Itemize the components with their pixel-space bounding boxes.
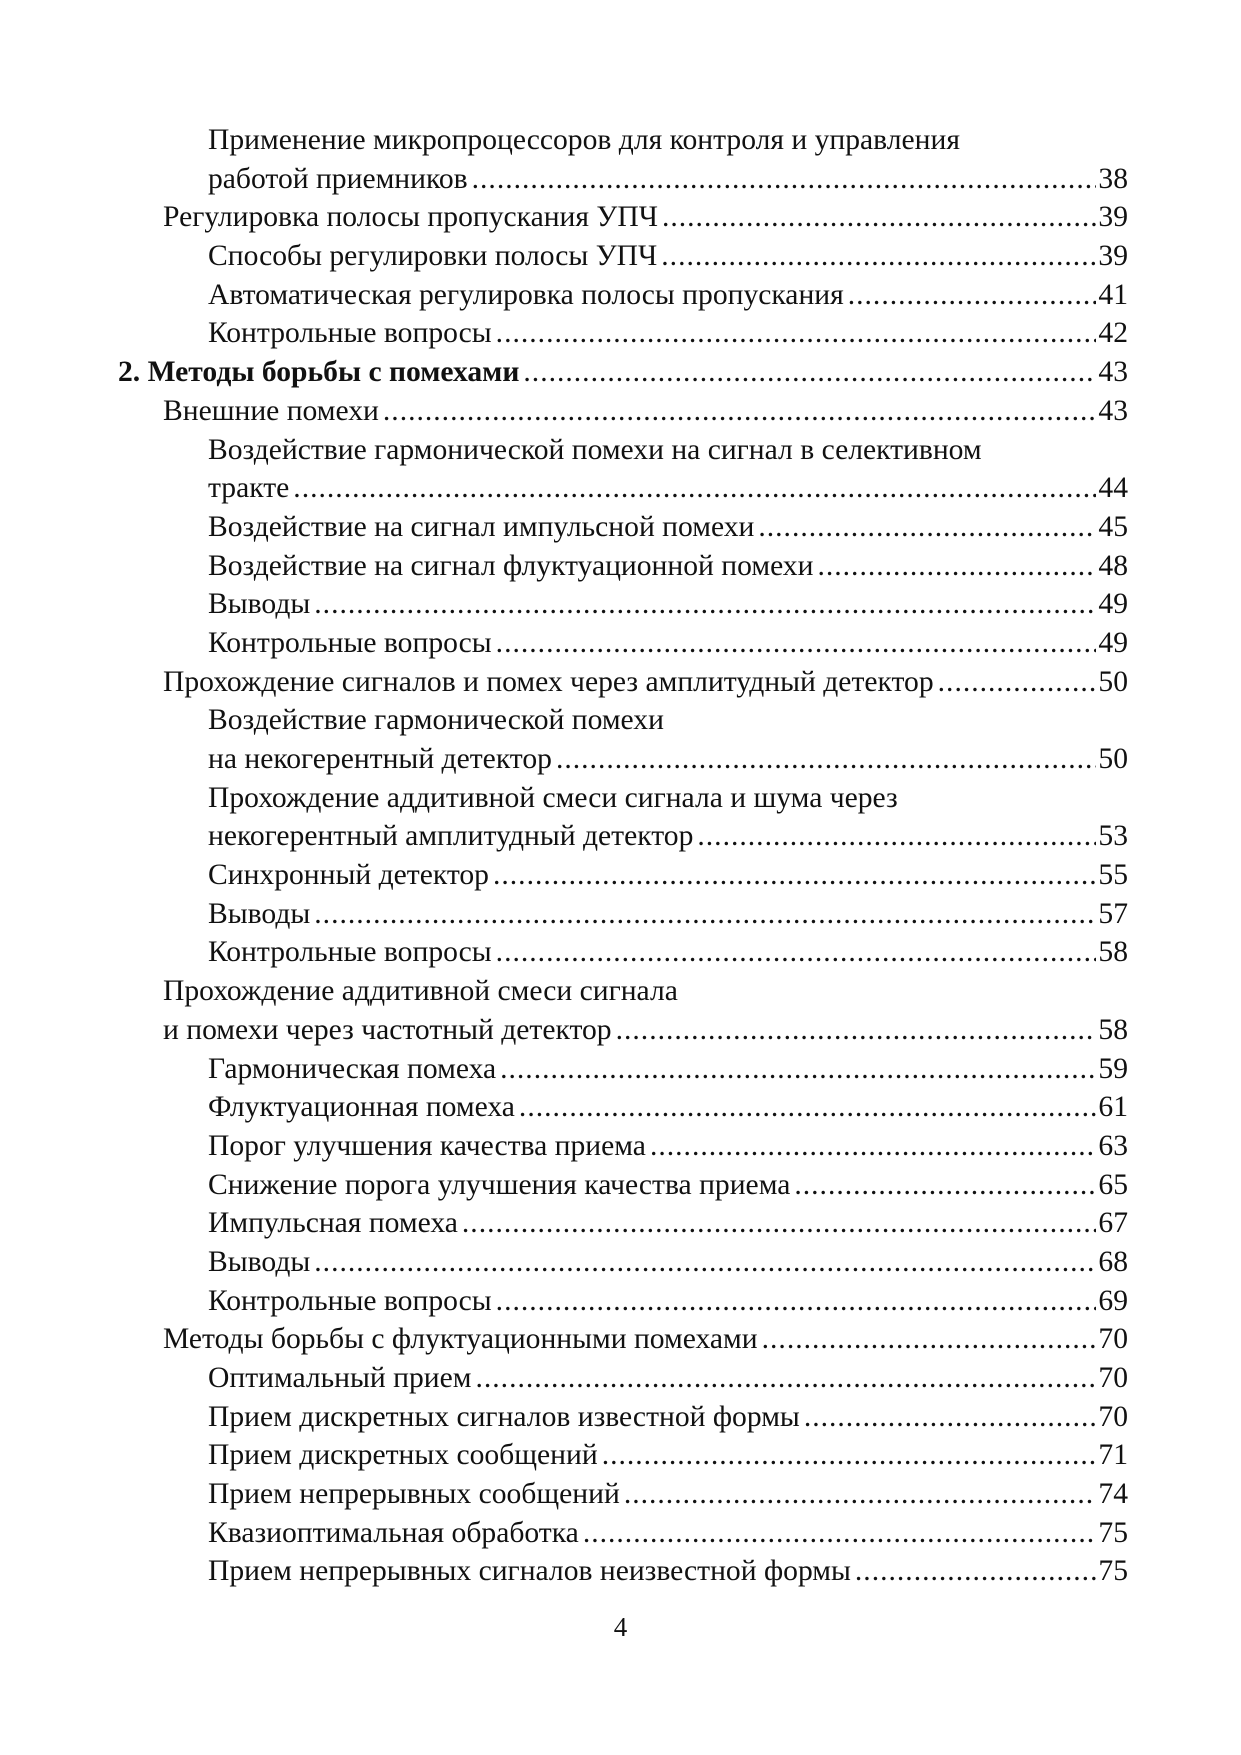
toc-entry-line-continued bbox=[208, 121, 1128, 160]
toc-entry-line bbox=[208, 1166, 1128, 1205]
toc-entry[interactable] bbox=[118, 431, 1128, 508]
toc-entry-title: работой приемников bbox=[208, 162, 468, 195]
toc-entry-title: Прием непрерывных сигналов неизвестной формы bbox=[208, 1555, 851, 1588]
toc-entry-title: Прием непрерывных сообщений bbox=[208, 1478, 620, 1511]
toc-entry-line bbox=[208, 933, 1128, 972]
toc-entry[interactable] bbox=[118, 1088, 1128, 1127]
toc-entry-title: Прохождение аддитивной смеси сигнала и шума через bbox=[208, 781, 898, 814]
toc-entry-line-continued bbox=[163, 972, 1128, 1011]
toc-dot-leader bbox=[314, 1243, 1096, 1282]
toc-entry-line bbox=[208, 1282, 1128, 1321]
toc-entry[interactable] bbox=[118, 237, 1128, 276]
toc-entry[interactable] bbox=[118, 779, 1128, 856]
toc-entry[interactable] bbox=[118, 1359, 1128, 1398]
toc-entry-title: Оптимальный прием bbox=[208, 1362, 472, 1394]
toc-entry-line bbox=[208, 1127, 1128, 1166]
toc-entry-line bbox=[208, 1552, 1128, 1591]
toc-entry-title: Гармоническая помеха bbox=[208, 1052, 497, 1085]
toc-entry-line bbox=[208, 1243, 1128, 1282]
toc-entry-title: Флуктуационная помеха bbox=[208, 1091, 515, 1124]
toc-dot-leader bbox=[472, 160, 1097, 199]
toc-page-number: 53 bbox=[1098, 820, 1128, 853]
toc-page-number: 61 bbox=[1098, 1091, 1128, 1124]
toc-page-number: 75 bbox=[1098, 1555, 1128, 1588]
toc-entry-line bbox=[163, 1320, 1128, 1359]
toc-dot-leader bbox=[662, 198, 1096, 237]
toc-page-number: 67 bbox=[1098, 1207, 1128, 1240]
toc-entry-line bbox=[208, 1436, 1128, 1475]
toc-dot-leader bbox=[314, 585, 1096, 624]
toc-entry-title: Выводы bbox=[208, 897, 311, 930]
toc-entry-line bbox=[208, 1050, 1128, 1089]
toc-dot-leader bbox=[697, 817, 1096, 856]
toc-page-number: 49 bbox=[1098, 588, 1128, 621]
toc-entry-line bbox=[208, 314, 1128, 353]
toc-dot-leader bbox=[462, 1204, 1097, 1243]
toc-entry-title: Контрольные вопросы bbox=[208, 936, 492, 969]
toc-entry-title: Регулировка полосы пропускания УПЧ bbox=[163, 201, 658, 234]
toc-dot-leader bbox=[661, 237, 1096, 276]
toc-entry-title: Внешние помехи bbox=[163, 394, 379, 427]
toc-dot-leader bbox=[855, 1552, 1097, 1591]
toc-page-number: 75 bbox=[1098, 1516, 1128, 1549]
toc-page-number: 48 bbox=[1098, 549, 1128, 582]
toc-dot-leader bbox=[848, 276, 1097, 315]
toc-page-number: 70 bbox=[1098, 1400, 1128, 1433]
toc-page-number: 65 bbox=[1098, 1168, 1128, 1201]
toc-entry-title: Выводы bbox=[208, 1245, 311, 1278]
page-number: 4 bbox=[613, 1612, 628, 1642]
toc-entry[interactable] bbox=[118, 856, 1128, 895]
toc-page-number: 39 bbox=[1098, 240, 1128, 273]
toc-entry[interactable] bbox=[118, 933, 1128, 972]
toc-dot-leader bbox=[624, 1475, 1097, 1514]
toc-entry-title: Снижение порога улучшения качества приема bbox=[208, 1168, 791, 1201]
toc-entry-line bbox=[163, 392, 1128, 431]
toc-page-number: 69 bbox=[1098, 1284, 1128, 1317]
toc-entry-title: Выводы bbox=[208, 588, 311, 621]
toc-dot-leader bbox=[616, 1011, 1097, 1050]
toc-entry-title: тракте bbox=[208, 472, 290, 505]
toc-entry-line-continued bbox=[208, 431, 1128, 470]
toc-entry[interactable] bbox=[118, 198, 1128, 237]
toc-entry-title: Способы регулировки полосы УПЧ bbox=[208, 240, 658, 273]
toc-dot-leader bbox=[794, 1166, 1096, 1205]
toc-page-number: 57 bbox=[1098, 897, 1128, 930]
toc-entry[interactable] bbox=[118, 1243, 1128, 1282]
toc-entry[interactable] bbox=[118, 392, 1128, 431]
toc-page-number: 39 bbox=[1098, 201, 1128, 234]
toc-page-number: 42 bbox=[1098, 317, 1128, 350]
toc-entry-title: Импульсная помеха bbox=[208, 1207, 458, 1240]
toc-page-number: 38 bbox=[1098, 162, 1128, 195]
toc-entry[interactable] bbox=[118, 1204, 1128, 1243]
toc-dot-leader bbox=[519, 1088, 1096, 1127]
table-of-contents bbox=[118, 121, 1128, 1591]
toc-entry-line bbox=[208, 1398, 1128, 1437]
toc-entry-title: Прием дискретных сообщений bbox=[208, 1439, 598, 1472]
toc-dot-leader bbox=[496, 1282, 1097, 1321]
toc-entry-title: Квазиоптимальная обработка bbox=[208, 1516, 579, 1549]
toc-entry-line bbox=[208, 1088, 1128, 1127]
toc-entry-title: Прохождение сигналов и помех через амплитудный детектор bbox=[163, 665, 934, 698]
toc-entry-title: Прохождение аддитивной смеси сигнала bbox=[163, 975, 678, 1008]
toc-entry-line bbox=[208, 237, 1128, 276]
toc-entry[interactable] bbox=[118, 1050, 1128, 1089]
toc-dot-leader bbox=[602, 1436, 1097, 1475]
toc-entry[interactable] bbox=[118, 585, 1128, 624]
toc-page-number: 63 bbox=[1098, 1129, 1128, 1162]
toc-entry-line bbox=[208, 856, 1128, 895]
toc-page-number: 55 bbox=[1098, 859, 1128, 892]
toc-entry-line bbox=[208, 585, 1128, 624]
toc-page-number: 43 bbox=[1098, 394, 1128, 427]
toc-page-number: 49 bbox=[1098, 626, 1128, 659]
toc-dot-leader bbox=[496, 314, 1097, 353]
toc-entry[interactable] bbox=[118, 972, 1128, 1049]
toc-dot-leader bbox=[383, 392, 1097, 431]
toc-entry-line-continued bbox=[208, 779, 1128, 818]
toc-entry-line bbox=[208, 1514, 1128, 1553]
toc-entry-title: Порог улучшения качества приема bbox=[208, 1129, 646, 1162]
toc-entry-title: Воздействие на сигнал флуктуационной помехи bbox=[208, 549, 814, 582]
toc-entry-line bbox=[208, 160, 1128, 199]
toc-entry-line bbox=[163, 198, 1128, 237]
toc-dot-leader bbox=[493, 856, 1096, 895]
toc-entry-line bbox=[208, 1475, 1128, 1514]
toc-entry-title: Воздействие гармонической помехи на сигнал в селективном bbox=[208, 433, 982, 466]
toc-page-number: 70 bbox=[1098, 1362, 1128, 1394]
toc-page-number: 50 bbox=[1098, 743, 1128, 775]
toc-entry[interactable] bbox=[118, 663, 1128, 702]
toc-dot-leader bbox=[475, 1359, 1096, 1398]
toc-page-number: 50 bbox=[1098, 665, 1128, 698]
toc-entry-line bbox=[163, 1011, 1128, 1050]
toc-dot-leader bbox=[293, 469, 1096, 508]
toc-entry-title: и помехи через частотный детектор bbox=[163, 1013, 612, 1046]
toc-entry-line bbox=[208, 624, 1128, 663]
toc-dot-leader bbox=[817, 547, 1096, 586]
toc-entry[interactable] bbox=[118, 1398, 1128, 1437]
toc-entry-line-continued bbox=[208, 701, 1128, 740]
toc-entry-line bbox=[208, 895, 1128, 934]
toc-entry-line bbox=[208, 1204, 1128, 1243]
toc-entry[interactable] bbox=[118, 1127, 1128, 1166]
toc-entry[interactable] bbox=[118, 353, 1128, 392]
toc-page-number: 58 bbox=[1098, 1013, 1128, 1046]
toc-entry[interactable] bbox=[118, 624, 1128, 663]
toc-dot-leader bbox=[583, 1514, 1097, 1553]
toc-dot-leader bbox=[758, 508, 1096, 547]
toc-entry-title: Воздействие гармонической помехи bbox=[208, 704, 664, 737]
toc-page-number: 58 bbox=[1098, 936, 1128, 969]
toc-entry-title: Синхронный детектор bbox=[208, 859, 489, 892]
toc-dot-leader bbox=[650, 1127, 1096, 1166]
toc-entry-line bbox=[208, 508, 1128, 547]
toc-entry-line bbox=[208, 740, 1128, 779]
toc-entry-title: Контрольные вопросы bbox=[208, 626, 492, 659]
toc-dot-leader bbox=[804, 1398, 1097, 1437]
toc-entry-line bbox=[208, 817, 1128, 856]
toc-entry[interactable] bbox=[118, 1320, 1128, 1359]
toc-entry[interactable] bbox=[118, 895, 1128, 934]
toc-dot-leader bbox=[500, 1050, 1096, 1089]
toc-entry[interactable] bbox=[118, 276, 1128, 315]
toc-page-number: 59 bbox=[1098, 1052, 1128, 1085]
toc-page-number: 44 bbox=[1098, 472, 1128, 505]
toc-entry-title: Прием дискретных сигналов известной формы bbox=[208, 1400, 800, 1433]
toc-entry-title: Методы борьбы с флуктуационными помехами bbox=[163, 1323, 758, 1356]
toc-page-number: 71 bbox=[1098, 1439, 1128, 1472]
toc-dot-leader bbox=[496, 933, 1097, 972]
toc-entry-line bbox=[208, 276, 1128, 315]
toc-entry-line bbox=[208, 547, 1128, 586]
toc-entry[interactable] bbox=[118, 547, 1128, 586]
toc-dot-leader bbox=[496, 624, 1097, 663]
toc-entry[interactable] bbox=[118, 1436, 1128, 1475]
toc-page-number: 41 bbox=[1098, 278, 1128, 311]
toc-entry-line bbox=[208, 469, 1128, 508]
toc-page-number: 74 bbox=[1098, 1478, 1128, 1511]
toc-dot-leader bbox=[938, 663, 1097, 702]
toc-entry-title: некогерентный амплитудный детектор bbox=[208, 820, 694, 853]
toc-entry[interactable] bbox=[118, 1552, 1128, 1591]
toc-entry-title: Воздействие на сигнал импульсной помехи bbox=[208, 510, 755, 543]
toc-entry-title: Контрольные вопросы bbox=[208, 1284, 492, 1317]
toc-entry-title: 2. Методы борьбы с помехами bbox=[118, 356, 520, 389]
toc-entry-line bbox=[118, 353, 1128, 392]
toc-entry-line bbox=[163, 663, 1128, 702]
toc-page-number: 68 bbox=[1098, 1245, 1128, 1278]
toc-entry-title: Автоматическая регулировка полосы пропускания bbox=[208, 278, 844, 311]
toc-dot-leader bbox=[314, 895, 1096, 934]
toc-page-number: 70 bbox=[1098, 1323, 1128, 1356]
toc-entry[interactable] bbox=[118, 508, 1128, 547]
toc-dot-leader bbox=[556, 740, 1096, 779]
toc-dot-leader bbox=[762, 1320, 1097, 1359]
toc-entry[interactable] bbox=[118, 121, 1128, 198]
toc-entry[interactable] bbox=[118, 1514, 1128, 1553]
toc-entry[interactable] bbox=[118, 314, 1128, 353]
toc-entry-title: Контрольные вопросы bbox=[208, 317, 492, 350]
toc-page-number: 43 bbox=[1098, 356, 1128, 389]
toc-entry[interactable] bbox=[118, 701, 1128, 778]
toc-entry[interactable] bbox=[118, 1166, 1128, 1205]
toc-entry-line bbox=[208, 1359, 1128, 1398]
toc-entry[interactable] bbox=[118, 1282, 1128, 1321]
toc-page-number: 45 bbox=[1098, 510, 1128, 543]
toc-entry-title: на некогерентный детектор bbox=[208, 743, 552, 775]
toc-entry[interactable] bbox=[118, 1475, 1128, 1514]
toc-dot-leader bbox=[523, 353, 1096, 392]
toc-entry-title: Применение микропроцессоров для контроля и управления bbox=[208, 124, 960, 156]
